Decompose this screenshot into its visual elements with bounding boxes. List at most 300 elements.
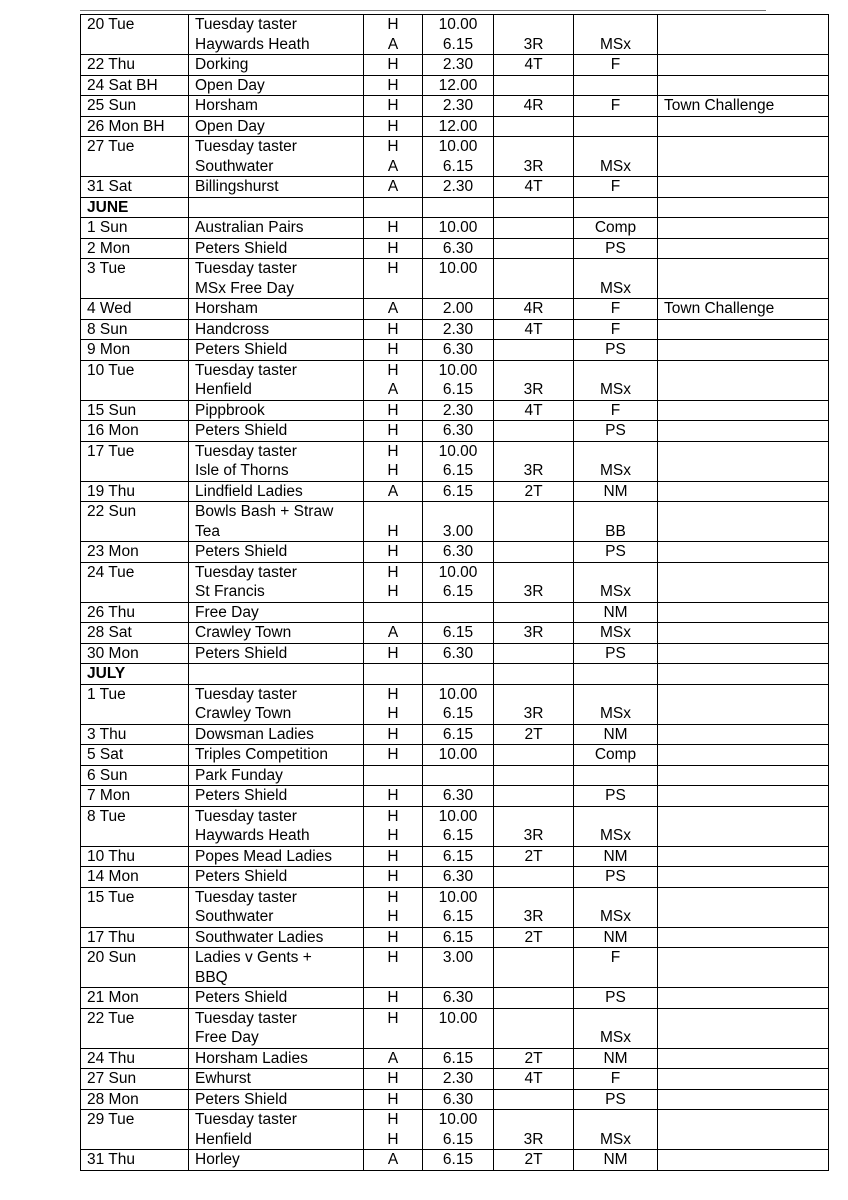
notes-cell: [658, 259, 829, 299]
rinks-line: 3R: [523, 462, 544, 479]
event-cell: [189, 948, 364, 988]
type-line: BB: [605, 522, 626, 540]
event-line: Peters Shield: [195, 868, 288, 885]
empty-cell: [189, 664, 364, 685]
event-cell: [189, 1089, 364, 1110]
event-cell: [189, 259, 364, 299]
time-cell: [423, 96, 494, 117]
type-line: NM: [603, 603, 628, 621]
event-cell: [189, 684, 364, 724]
venue-line: [370, 1028, 416, 1048]
event-line: Haywards Heath: [195, 35, 310, 53]
time-cell: [423, 299, 494, 320]
fixture-row: [81, 562, 829, 602]
event-cell: [189, 421, 364, 442]
type-cell: [574, 400, 658, 421]
rinks-cell: [494, 1089, 574, 1110]
event-line: Popes Mead Ladies: [195, 847, 333, 865]
event-line: Peters Shield: [195, 644, 288, 662]
notes-cell: [658, 502, 829, 542]
fixture-row: [81, 1089, 829, 1110]
time-line: 10.00: [438, 888, 478, 906]
date-cell: 4 Wed: [81, 299, 189, 320]
rinks-cell: [494, 1110, 574, 1150]
venue-cell: [364, 340, 423, 361]
fixtures-body: [81, 15, 829, 1171]
rinks-cell: [494, 1008, 574, 1048]
rinks-line: 4T: [524, 1070, 543, 1087]
venue-line: A: [387, 35, 399, 53]
type-cell: [574, 502, 658, 542]
notes-cell: [658, 542, 829, 563]
type-cell: [574, 1089, 658, 1110]
type-cell: [574, 55, 658, 76]
venue-cell: [364, 927, 423, 948]
time-line: 2.30: [442, 320, 474, 338]
venue-line: H: [387, 56, 399, 73]
rinks-line: [500, 603, 567, 623]
event-cell: [189, 218, 364, 239]
notes-cell: [658, 116, 829, 137]
rinks-cell: [494, 441, 574, 481]
time-cell: [423, 684, 494, 724]
date-cell: 8 Tue: [81, 806, 189, 846]
time-cell: [423, 441, 494, 481]
venue-line: H: [387, 827, 399, 844]
venue-cell: [364, 137, 423, 177]
fixture-row: [81, 177, 829, 198]
time-line: [429, 1028, 487, 1048]
rinks-line: 2T: [524, 1151, 543, 1168]
time-cell: [423, 1110, 494, 1150]
rinks-line: [500, 137, 567, 157]
fixture-row: [81, 806, 829, 846]
time-line: 6.30: [442, 239, 474, 257]
type-line: NM: [603, 1049, 628, 1067]
rinks-line: [500, 117, 567, 137]
fixture-row: [81, 319, 829, 340]
time-line: 12.00: [438, 76, 478, 94]
venue-line: H: [387, 1090, 399, 1108]
type-cell: [574, 1008, 658, 1048]
time-line: 6.15: [442, 583, 474, 600]
rinks-cell: [494, 116, 574, 137]
type-line: NM: [603, 482, 628, 500]
empty-cell: [658, 664, 829, 685]
rinks-cell: [494, 562, 574, 602]
venue-cell: [364, 562, 423, 602]
fixture-row: [81, 116, 829, 137]
rinks-line: 3R: [523, 583, 544, 600]
time-cell: [423, 765, 494, 786]
rinks-cell: [494, 867, 574, 888]
venue-cell: [364, 948, 423, 988]
fixture-row: [81, 887, 829, 927]
time-line: 6.15: [442, 381, 474, 398]
venue-line: H: [387, 868, 399, 885]
type-line: MSx: [600, 624, 631, 641]
type-line: MSx: [600, 827, 631, 844]
rinks-line: [500, 442, 567, 462]
event-cell: [189, 1150, 364, 1171]
type-cell: [574, 562, 658, 602]
rinks-line: [500, 867, 567, 887]
time-line: 6.30: [442, 543, 474, 560]
event-line: Southwater: [195, 157, 274, 175]
type-cell: [574, 806, 658, 846]
type-cell: [574, 299, 658, 320]
venue-cell: [364, 602, 423, 623]
event-cell: [189, 137, 364, 177]
venue-line: H: [387, 1130, 399, 1148]
type-cell: [574, 1048, 658, 1069]
venue-line: A: [387, 300, 399, 317]
notes-cell: [658, 481, 829, 502]
time-cell: [423, 319, 494, 340]
notes-cell: [658, 1150, 829, 1171]
time-line: 6.30: [442, 422, 474, 439]
venue-line: H: [387, 563, 399, 581]
time-line: 6.15: [442, 725, 474, 743]
venue-cell: [364, 684, 423, 724]
empty-cell: [574, 664, 658, 685]
event-cell: [189, 602, 364, 623]
type-line: [580, 15, 651, 35]
venue-cell: [364, 218, 423, 239]
rinks-line: 3R: [523, 381, 544, 398]
time-line: 6.30: [442, 787, 474, 804]
notes-cell: [658, 319, 829, 340]
rinks-cell: [494, 15, 574, 55]
time-cell: [423, 177, 494, 198]
time-line: [429, 968, 487, 988]
venue-cell: [364, 867, 423, 888]
venue-cell: [364, 806, 423, 846]
venue-line: A: [387, 157, 399, 175]
rinks-line: [500, 522, 567, 542]
time-line: 12.00: [438, 117, 478, 135]
rinks-cell: [494, 299, 574, 320]
date-cell: 17 Thu: [81, 927, 189, 948]
rinks-line: 3R: [523, 35, 544, 53]
notes-cell: [658, 238, 829, 259]
notes-cell: [658, 1089, 829, 1110]
fixture-row: [81, 55, 829, 76]
time-line: 2.00: [442, 300, 474, 317]
type-cell: [574, 724, 658, 745]
type-cell: [574, 988, 658, 1009]
time-cell: [423, 400, 494, 421]
time-line: [429, 603, 487, 623]
rinks-line: 4R: [523, 300, 544, 317]
date-cell: 10 Tue: [81, 360, 189, 400]
venue-cell: [364, 724, 423, 745]
time-cell: [423, 542, 494, 563]
venue-line: H: [387, 644, 399, 662]
month-section-row: [81, 197, 829, 218]
venue-cell: [364, 96, 423, 117]
venue-line: H: [387, 138, 399, 155]
venue-cell: [364, 502, 423, 542]
venue-cell: [364, 1048, 423, 1069]
type-cell: [574, 259, 658, 299]
time-line: 6.15: [442, 1151, 474, 1168]
notes-cell: [658, 360, 829, 400]
rinks-cell: [494, 360, 574, 400]
event-cell: [189, 1008, 364, 1048]
event-line: Tuesday taster: [195, 888, 297, 906]
rinks-cell: [494, 684, 574, 724]
venue-line: H: [387, 949, 399, 966]
event-cell: [189, 116, 364, 137]
venue-line: H: [387, 422, 399, 439]
type-cell: [574, 927, 658, 948]
type-cell: [574, 602, 658, 623]
venue-line: H: [387, 888, 399, 906]
type-line: [580, 807, 651, 827]
notes-cell: [658, 421, 829, 442]
time-cell: [423, 988, 494, 1009]
time-line: 10.00: [438, 1009, 478, 1027]
notes-cell: [658, 75, 829, 96]
venue-line: H: [387, 928, 399, 946]
date-cell: 8 Sun: [81, 319, 189, 340]
event-cell: [189, 562, 364, 602]
rinks-cell: [494, 988, 574, 1009]
type-cell: [574, 745, 658, 766]
event-line: Dorking: [195, 56, 249, 73]
venue-line: [370, 603, 416, 623]
fixture-row: [81, 684, 829, 724]
rinks-cell: [494, 421, 574, 442]
time-cell: [423, 238, 494, 259]
type-cell: [574, 319, 658, 340]
date-cell: 20 Tue: [81, 15, 189, 55]
event-line: Tuesday taster: [195, 16, 297, 33]
rinks-line: 3R: [523, 157, 544, 175]
type-line: F: [610, 97, 621, 114]
time-cell: [423, 259, 494, 299]
rinks-cell: [494, 1150, 574, 1171]
time-line: 6.30: [442, 989, 474, 1006]
event-cell: [189, 299, 364, 320]
notes-cell: [658, 1008, 829, 1048]
venue-line: H: [387, 725, 399, 743]
event-line: Park Funday: [195, 766, 283, 784]
venue-line: H: [387, 1070, 399, 1087]
fixture-row: [81, 867, 829, 888]
fixture-row: [81, 786, 829, 807]
time-cell: [423, 745, 494, 766]
rinks-cell: [494, 927, 574, 948]
time-cell: [423, 481, 494, 502]
time-cell: [423, 340, 494, 361]
rinks-line: [500, 745, 567, 765]
venue-cell: [364, 15, 423, 55]
notes-cell: [658, 948, 829, 988]
rinks-cell: [494, 502, 574, 542]
notes-cell: [658, 218, 829, 239]
venue-line: H: [387, 989, 399, 1006]
rinks-line: 3R: [523, 908, 544, 925]
venue-cell: [364, 319, 423, 340]
type-line: [580, 137, 651, 157]
event-cell: [189, 786, 364, 807]
time-cell: [423, 887, 494, 927]
time-line: 6.15: [442, 157, 474, 175]
rinks-line: [500, 340, 567, 360]
time-line: 6.15: [442, 705, 474, 722]
type-cell: [574, 177, 658, 198]
venue-cell: [364, 441, 423, 481]
time-line: 2.30: [442, 97, 474, 114]
type-line: F: [610, 401, 621, 419]
type-line: PS: [605, 239, 626, 257]
empty-cell: [574, 197, 658, 218]
fixture-row: [81, 846, 829, 867]
type-line: MSx: [600, 1130, 631, 1148]
rinks-line: 4R: [523, 97, 544, 114]
notes-cell: [658, 786, 829, 807]
event-cell: [189, 502, 364, 542]
type-cell: [574, 481, 658, 502]
event-cell: [189, 927, 364, 948]
type-line: NM: [603, 1151, 628, 1168]
venue-line: H: [387, 746, 399, 763]
notes-cell: [658, 55, 829, 76]
type-line: NM: [603, 725, 628, 743]
venue-cell: [364, 1008, 423, 1048]
notes-cell: [658, 15, 829, 55]
event-line: Lindfield Ladies: [195, 482, 303, 500]
venue-cell: [364, 1069, 423, 1090]
rinks-line: [500, 421, 567, 441]
notes-cell: [658, 745, 829, 766]
time-cell: [423, 116, 494, 137]
type-cell: [574, 15, 658, 55]
event-line: Billingshurst: [195, 178, 279, 195]
rinks-cell: [494, 623, 574, 644]
month-heading: JUNE: [81, 197, 189, 218]
time-line: 10.00: [438, 16, 478, 33]
rinks-line: [500, 563, 567, 583]
event-cell: [189, 319, 364, 340]
rinks-line: 2T: [524, 928, 543, 946]
notes-cell: [658, 684, 829, 724]
date-cell: 20 Sun: [81, 948, 189, 988]
type-cell: [574, 623, 658, 644]
type-line: MSx: [600, 279, 631, 297]
rinks-line: [500, 968, 567, 988]
rinks-line: 4T: [524, 178, 543, 195]
type-line: [580, 361, 651, 381]
date-cell: 28 Sat: [81, 623, 189, 644]
type-line: PS: [605, 989, 626, 1006]
rinks-cell: [494, 765, 574, 786]
fixture-row: [81, 218, 829, 239]
date-cell: 7 Mon: [81, 786, 189, 807]
time-line: 6.30: [442, 1090, 474, 1108]
time-line: 3.00: [442, 522, 474, 540]
type-cell: [574, 1110, 658, 1150]
date-cell: 21 Mon: [81, 988, 189, 1009]
type-line: Comp: [594, 219, 637, 236]
type-line: [580, 563, 651, 583]
event-line: Peters Shield: [195, 543, 288, 560]
fixture-row: [81, 1150, 829, 1171]
venue-line: H: [387, 76, 399, 94]
event-cell: [189, 96, 364, 117]
event-line: Bowls Bash + Straw: [195, 503, 334, 520]
date-cell: 19 Thu: [81, 481, 189, 502]
time-line: 10.00: [438, 746, 478, 763]
venue-line: H: [387, 320, 399, 338]
month-heading: JULY: [81, 664, 189, 685]
rinks-line: [500, 15, 567, 35]
event-line: Horsham: [195, 97, 258, 114]
rinks-line: 3R: [523, 705, 544, 722]
date-cell: 22 Sun: [81, 502, 189, 542]
fixture-row: [81, 623, 829, 644]
event-cell: [189, 238, 364, 259]
time-cell: [423, 867, 494, 888]
type-line: [580, 502, 651, 522]
venue-line: H: [387, 239, 399, 257]
fixture-row: [81, 502, 829, 542]
time-line: 3.00: [442, 949, 474, 966]
time-line: 10.00: [438, 219, 478, 236]
type-cell: [574, 360, 658, 400]
type-line: MSx: [600, 35, 631, 53]
type-line: MSx: [600, 583, 631, 600]
notes-cell: [658, 846, 829, 867]
rinks-cell: [494, 806, 574, 846]
venue-cell: [364, 400, 423, 421]
date-cell: 31 Sat: [81, 177, 189, 198]
rinks-cell: [494, 340, 574, 361]
fixture-row: [81, 96, 829, 117]
rinks-cell: [494, 137, 574, 177]
rinks-line: 2T: [524, 847, 543, 865]
event-line: Tuesday taster: [195, 1009, 297, 1027]
rinks-cell: [494, 1069, 574, 1090]
rinks-line: [500, 279, 567, 299]
venue-cell: [364, 55, 423, 76]
empty-cell: [423, 664, 494, 685]
rinks-cell: [494, 177, 574, 198]
venue-cell: [364, 1150, 423, 1171]
type-cell: [574, 1150, 658, 1171]
rinks-cell: [494, 259, 574, 299]
time-line: 2.30: [442, 56, 474, 73]
venue-cell: [364, 421, 423, 442]
event-cell: [189, 481, 364, 502]
type-line: [580, 888, 651, 908]
venue-line: A: [387, 178, 399, 195]
fixture-row: [81, 1110, 829, 1150]
venue-line: H: [387, 361, 399, 379]
rinks-cell: [494, 643, 574, 664]
fixture-row: [81, 602, 829, 623]
notes-cell: [658, 1110, 829, 1150]
time-line: 6.30: [442, 868, 474, 885]
type-line: [580, 76, 651, 96]
event-cell: [189, 724, 364, 745]
date-cell: 25 Sun: [81, 96, 189, 117]
venue-cell: [364, 299, 423, 320]
rinks-cell: [494, 238, 574, 259]
fixture-row: [81, 299, 829, 320]
